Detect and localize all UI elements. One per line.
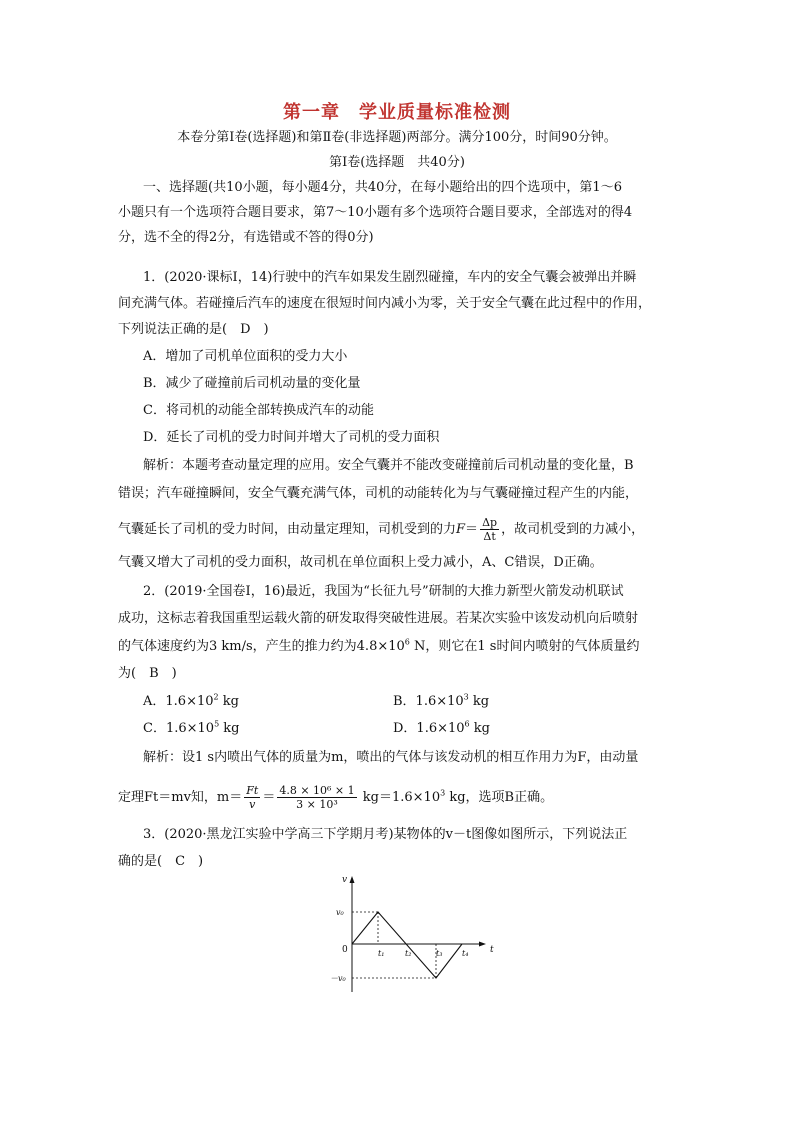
v0-label: v₀ xyxy=(336,908,344,917)
q1-analysis-text: 气囊延长了司机的受力时间，由动量定理知，司机受到的力 xyxy=(118,522,457,537)
exponent: 5 xyxy=(214,719,220,729)
option-text: D．1.6×10 xyxy=(393,721,465,736)
q2-analysis-text: kg，选项B正确。 xyxy=(445,790,554,805)
equals-sign: ＝ xyxy=(465,522,479,537)
exponent: 2 xyxy=(213,692,219,702)
numeric-fraction xyxy=(277,784,356,811)
q2-stem-line: 2．(2019·全国卷Ⅰ，16)最近，我国为“长征九号”研制的大推力新型火箭发动机联试 xyxy=(143,584,624,599)
momentum-fraction xyxy=(480,516,499,543)
exam-intro: 本卷分第Ⅰ卷(选择题)和第Ⅱ卷(非选择题)两部分。满分100分，时间90分钟。 xyxy=(177,130,617,145)
t-axis-label: t xyxy=(490,945,494,955)
q2-option-a xyxy=(143,692,239,712)
option-text: A．1.6×10 xyxy=(143,694,214,709)
q1-stem-line: 间充满气体。若碰撞后汽车的速度在很短时间内减小为零，关于安全气囊在此过程中的作用， xyxy=(118,296,652,311)
option-text: C．1.6×10 xyxy=(143,721,215,736)
q3-stem-line: 3．(2020·黑龙江实验中学高三下学期月考)某物体的v－t图像如图所示，下列说法正 xyxy=(143,827,628,842)
q1-option-b: B．减少了碰撞前后司机动量的变化量 xyxy=(143,376,361,391)
q1-analysis-line xyxy=(118,516,644,543)
equals-sign: ＝ xyxy=(262,790,276,805)
section-instructions-line: 分，选不全的得2分，有选错或不答的得0分) xyxy=(118,230,374,245)
fraction-denominator: Δt xyxy=(483,530,496,543)
fraction-numerator: 4.8 × 10⁶ × 1 xyxy=(279,784,355,797)
option-text: B．1.6×10 xyxy=(393,694,464,709)
q2-option-b xyxy=(393,692,489,712)
origin-label: 0 xyxy=(342,945,348,955)
q2-analysis-line xyxy=(118,784,553,811)
q2-option-d xyxy=(393,719,490,739)
fraction-numerator: Ft xyxy=(246,784,259,797)
q3-stem-line: 确的是( C ) xyxy=(118,854,204,869)
q2-stem-text: 的气体速度约为3 km/s，产生的推力约为4.8×10 xyxy=(118,639,405,654)
section-instructions-line: 小题只有一个选项符合题目要求，第7～10小题有多个选项符合题目要求，全部选对的得4 xyxy=(118,205,633,220)
force-symbol: F xyxy=(456,522,466,537)
t3-label: t₃ xyxy=(436,949,443,958)
q1-stem-line: 下列说法正确的是( D ) xyxy=(118,322,269,337)
exponent: 6 xyxy=(404,637,410,647)
velocity-curve xyxy=(352,912,462,978)
t2-label: t₂ xyxy=(405,949,412,958)
t1-label: t₁ xyxy=(378,949,385,958)
q1-analysis-text: ，故司机受到的力减小， xyxy=(501,522,645,537)
t-axis-arrow xyxy=(479,942,486,947)
q2-stem-line xyxy=(118,637,639,657)
fraction-denominator: v xyxy=(249,798,256,811)
v-axis-label: v xyxy=(342,875,348,885)
neg-v0-label: －v₀ xyxy=(330,974,346,983)
q1-stem-line: 1．(2020·课标Ⅰ，14)行驶中的汽车如果发生剧烈碰撞，车内的安全气囊会被弹出并瞬 xyxy=(143,270,637,285)
q1-analysis-line: 错误；汽车碰撞瞬间，安全气囊充满气体，司机的动能转化为与气囊碰撞过程产生的内能， xyxy=(118,486,639,501)
q2-stem-text: N，则它在1 s时间内喷射的气体质量约 xyxy=(409,639,640,654)
q2-stem-line: 成功，这标志着我国重型运载火箭的研发取得突破性进展。若某次实验中该发动机向后喷射 xyxy=(118,611,639,626)
page-title: 第一章 学业质量标准检测 xyxy=(283,102,511,123)
fraction-numerator: Δp xyxy=(482,516,498,529)
q1-analysis-line: 解析：本题考查动量定理的应用。安全气囊并不能改变碰撞前后司机动量的变化量，B xyxy=(143,458,634,473)
fraction-denominator: 3 × 10³ xyxy=(296,798,338,811)
option-unit: kg xyxy=(219,721,240,736)
q2-option-c xyxy=(143,719,240,739)
v-axis-arrow xyxy=(350,876,355,883)
q2-analysis-text: 定理Ft＝mv知，m＝ xyxy=(118,790,243,805)
exponent: 3 xyxy=(440,788,446,798)
mass-fraction xyxy=(244,784,260,811)
t4-label: t₄ xyxy=(462,949,469,958)
part1-heading: 第Ⅰ卷(选择题 共40分) xyxy=(329,155,465,170)
option-unit: kg xyxy=(218,694,239,709)
q1-option-a: A．增加了司机单位面积的受力大小 xyxy=(143,349,348,364)
q2-analysis-line: 解析：设1 s内喷出气体的质量为m，喷出的气体与该发动机的相互作用力为F，由动量 xyxy=(143,750,639,765)
exponent: 3 xyxy=(463,692,469,702)
q1-option-d: D．延长了司机的受力时间并增大了司机的受力面积 xyxy=(143,430,440,445)
q2-stem-line: 为( B ) xyxy=(118,666,177,681)
q2-analysis-text: kg＝1.6×10 xyxy=(358,790,441,805)
q1-analysis-line: 气囊又增大了司机的受力面积，故司机在单位面积上受力减小，A、C错误，D正确。 xyxy=(118,555,603,570)
section-instructions-line: 一、选择题(共10小题，每小题4分，共40分，在每小题给出的四个选项中，第1～6 xyxy=(143,180,622,195)
q1-option-c: C．将司机的动能全部转换成汽车的动能 xyxy=(143,403,374,418)
option-unit: kg xyxy=(468,694,490,709)
velocity-time-graph xyxy=(320,872,500,997)
exponent: 6 xyxy=(464,719,470,729)
option-unit: kg xyxy=(469,721,490,736)
